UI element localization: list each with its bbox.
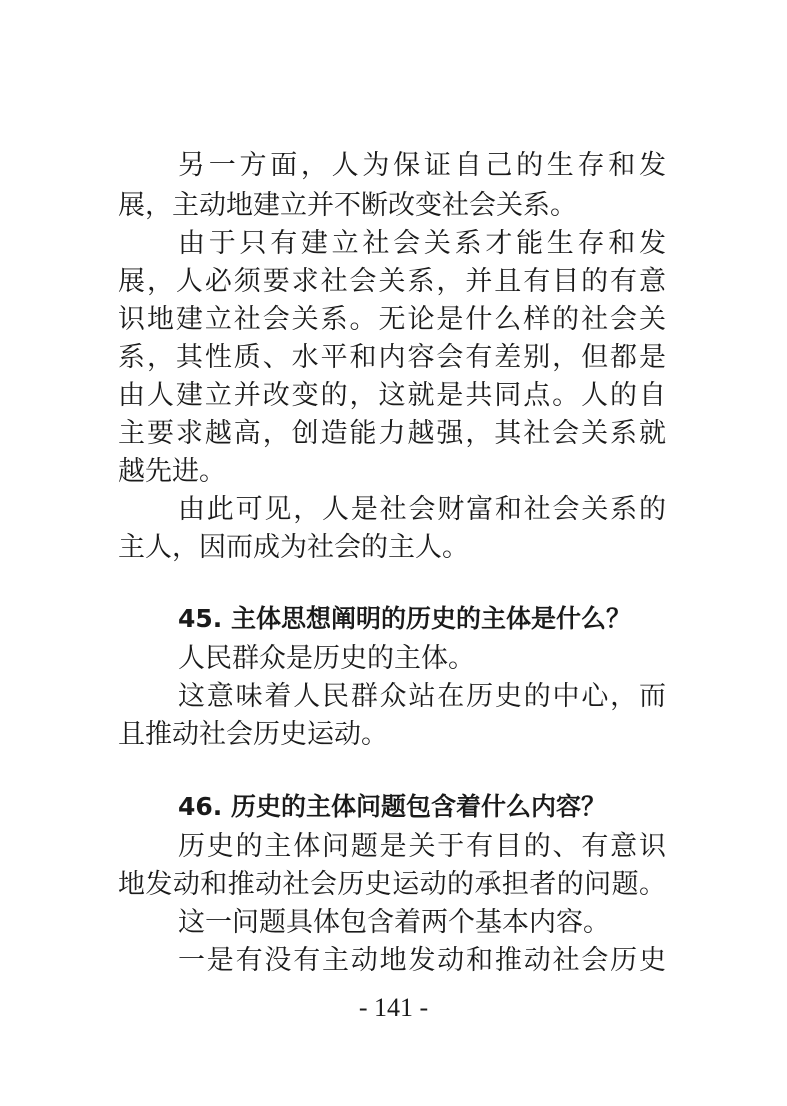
- paragraph-line: 展，人必须要求社会关系，并且有目的有意: [118, 266, 666, 297]
- question-heading: 46. 历史的主体问题包含着什么内容？: [178, 792, 606, 821]
- paragraph-line: 识地建立社会关系。无论是什么样的社会关: [118, 304, 666, 335]
- paragraph-line: 人民群众是历史的主体。: [178, 643, 475, 674]
- paragraph-line: 这一问题具体包含着两个基本内容。: [178, 907, 610, 938]
- paragraph-line: 这意味着人民群众站在历史的中心，而: [178, 681, 666, 712]
- paragraph-line: 主要求越高，创造能力越强，其社会关系就: [118, 418, 666, 449]
- paragraph-line: 由于只有建立社会关系才能生存和发: [178, 228, 666, 259]
- paragraph-line: 由此可见，人是社会财富和社会关系的: [178, 494, 666, 525]
- page-number: - 141 -: [358, 993, 429, 1022]
- paragraph-line: 地发动和推动社会历史运动的承担者的问题。: [118, 869, 666, 900]
- paragraph-line: 且推动社会历史运动。: [118, 719, 388, 750]
- question-heading: 45. 主体思想阐明的历史的主体是什么？: [178, 604, 631, 633]
- paragraph-line: 系，其性质、水平和内容会有差别，但都是: [118, 342, 666, 373]
- paragraph-line: 一是有没有主动地发动和推动社会历史: [178, 945, 666, 976]
- paragraph-line: 另一方面，人为保证自己的生存和发: [178, 150, 666, 181]
- paragraph-line: 展，主动地建立并不断改变社会关系。: [118, 190, 577, 221]
- paragraph-line: 由人建立并改变的，这就是共同点。人的自: [118, 380, 666, 411]
- paragraph-line: 历史的主体问题是关于有目的、有意识: [178, 831, 666, 862]
- paragraph-line: 越先进。: [118, 456, 226, 487]
- paragraph-line: 主人，因而成为社会的主人。: [118, 532, 469, 563]
